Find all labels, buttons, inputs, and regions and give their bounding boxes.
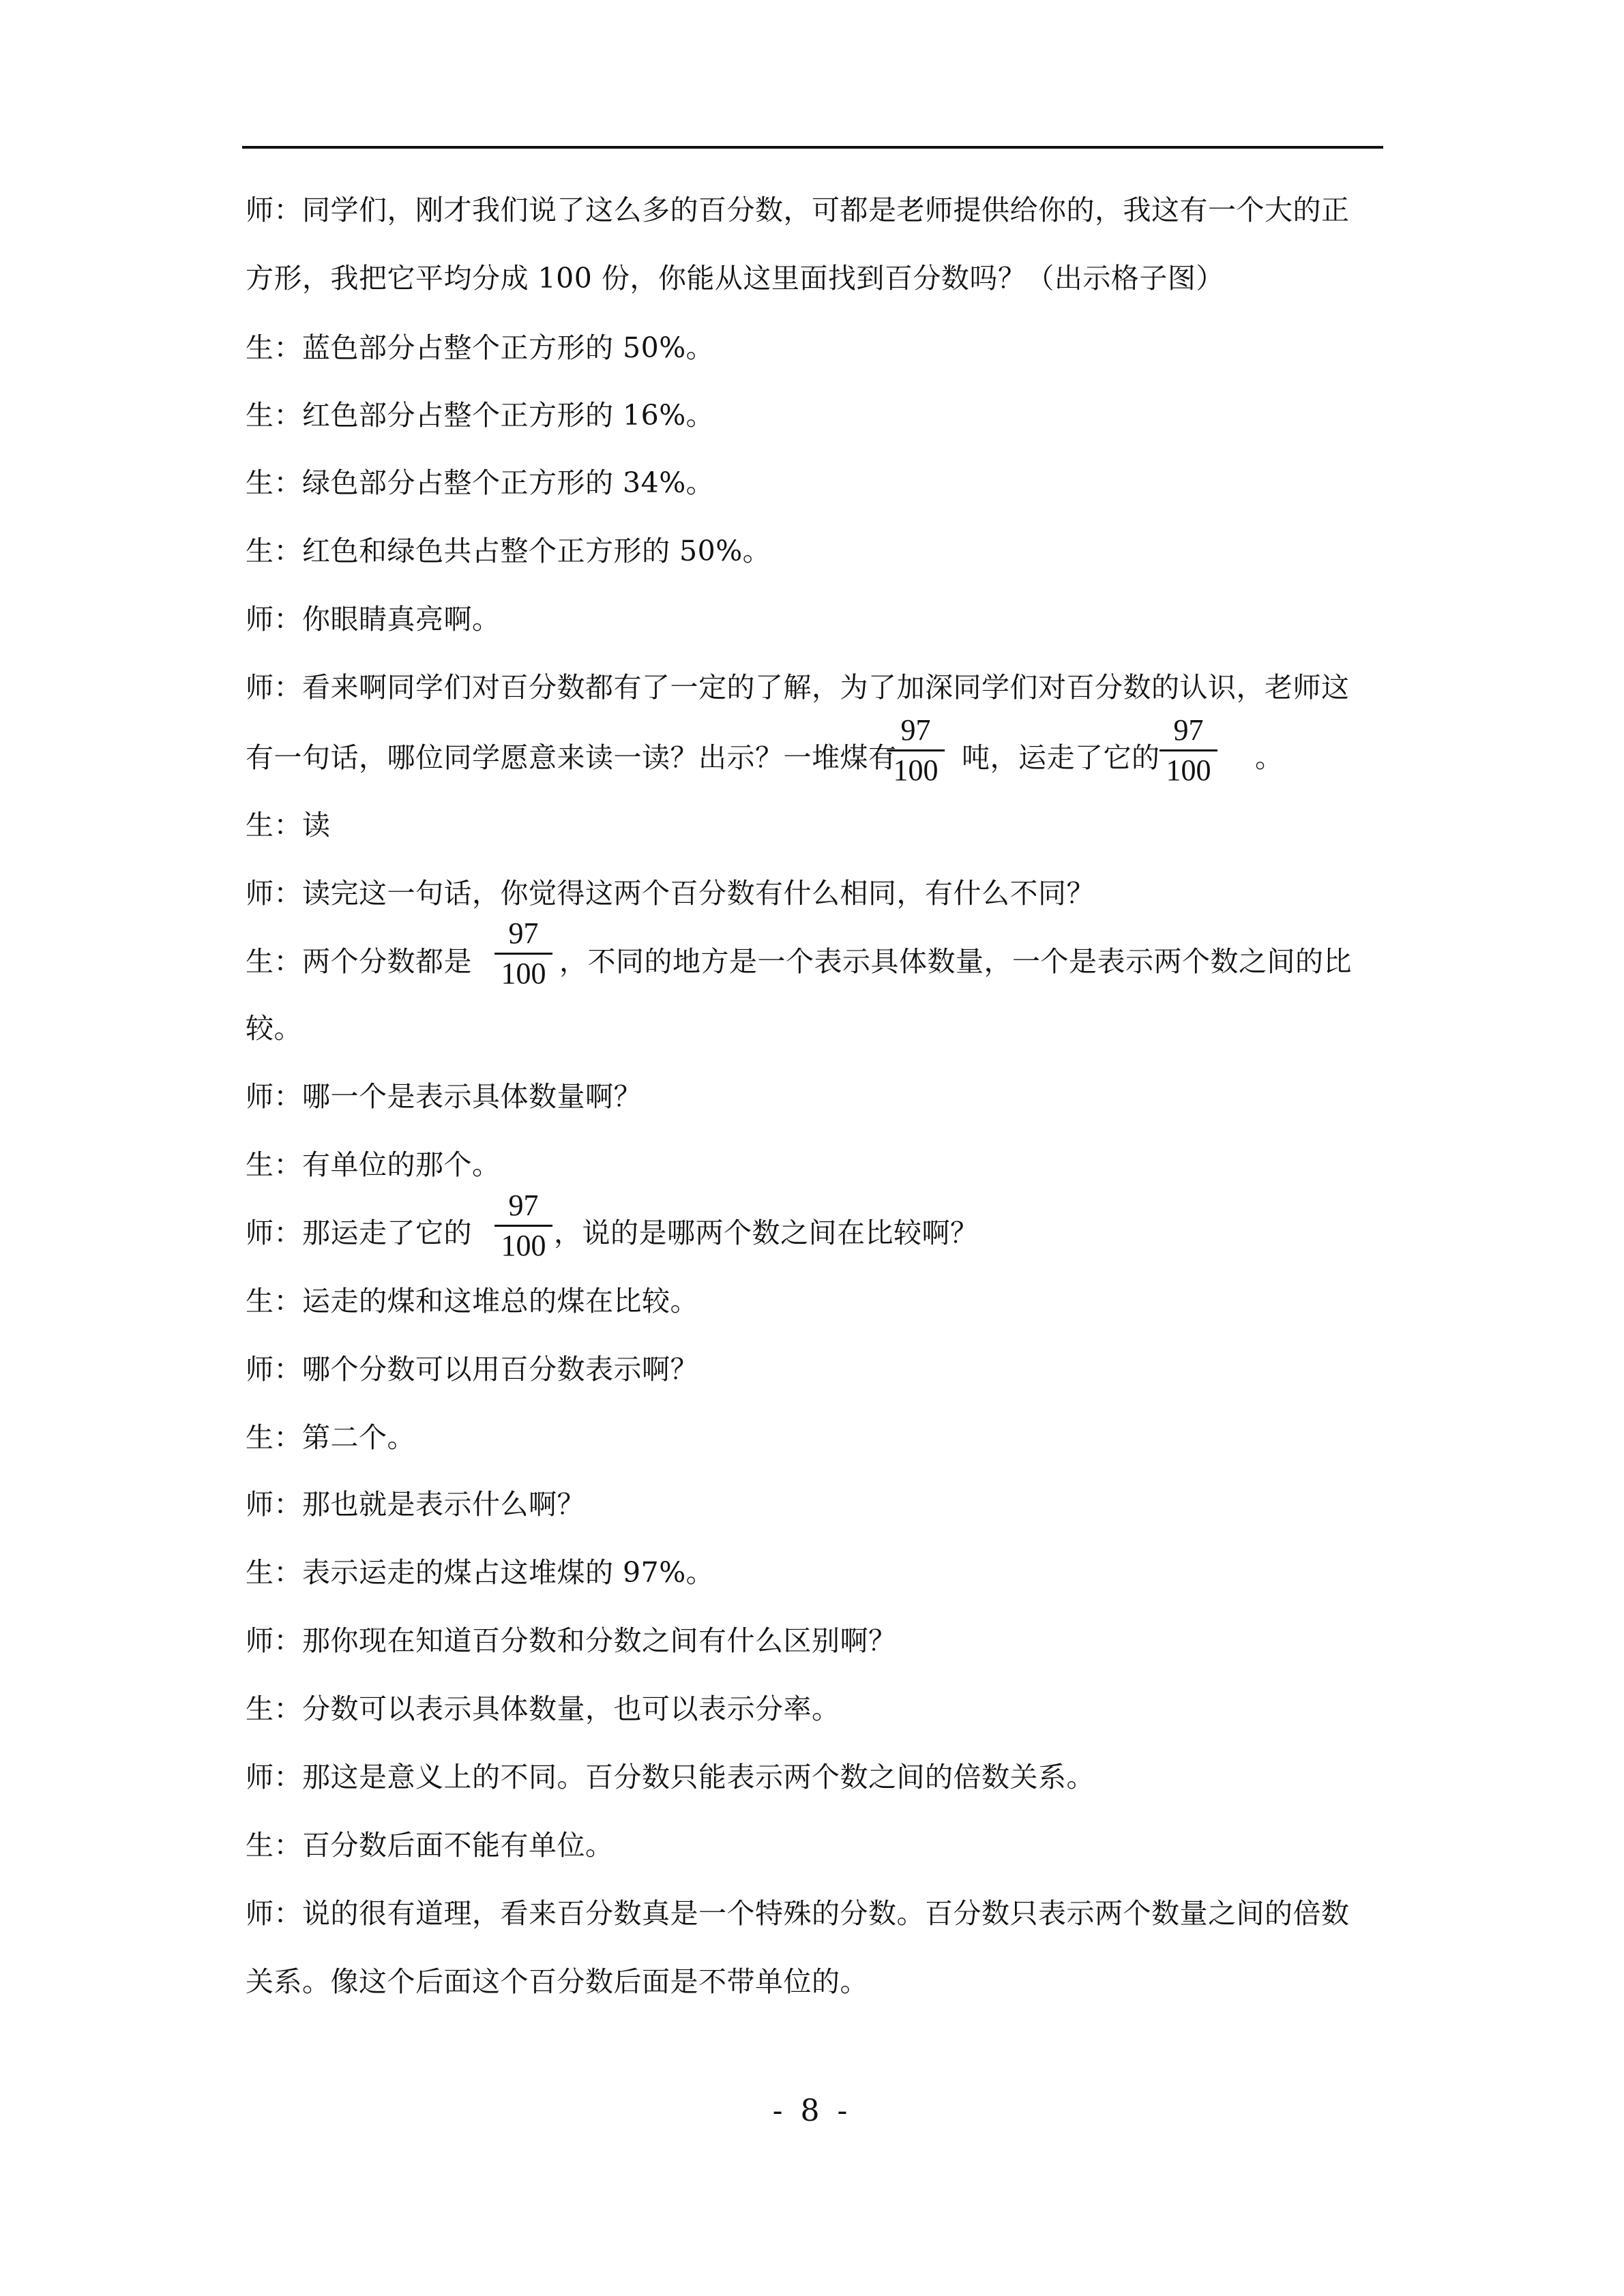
fraction-numerator: 97 bbox=[900, 713, 931, 747]
paragraph-line: 师：哪一个是表示具体数量啊？ bbox=[246, 1080, 642, 1113]
paragraph-line: 方形，我把它平均分成 100 份，你能从这里面找到百分数吗？（出示格子图） bbox=[246, 262, 1224, 295]
paragraph-line: 吨，运走了它的 bbox=[962, 741, 1160, 774]
paragraph-line: 师：同学们，刚才我们说了这么多的百分数，可都是老师提供给你的，我这有一个大的正 bbox=[246, 194, 1350, 226]
paragraph-line: 师：哪个分数可以用百分数表示啊？ bbox=[246, 1353, 698, 1386]
paragraph-line: 生：百分数后面不能有单位。 bbox=[246, 1829, 614, 1862]
page-number: - 8 - bbox=[772, 2093, 852, 2128]
fraction-97-100 bbox=[887, 713, 945, 788]
paragraph-line: 师：你眼睛真亮啊。 bbox=[246, 603, 501, 636]
fraction-bar bbox=[887, 749, 945, 751]
paragraph-line: 生：红色部分占整个正方形的 16%。 bbox=[246, 399, 715, 432]
paragraph-line: 师：那也就是表示什么啊？ bbox=[246, 1488, 585, 1521]
paragraph-line: 生：运走的煤和这堆总的煤在比较。 bbox=[246, 1285, 698, 1317]
fraction-numerator: 97 bbox=[1173, 713, 1204, 747]
paragraph-line: 生：两个分数都是 bbox=[246, 945, 472, 978]
fraction-denominator: 100 bbox=[501, 957, 546, 990]
header-rule bbox=[242, 146, 1383, 149]
fraction-numerator: 97 bbox=[508, 916, 539, 950]
paragraph-line: 有一句话，哪位同学愿意来读一读？出示？一堆煤有 bbox=[246, 741, 897, 774]
paragraph-line: 生：表示运走的煤占这堆煤的 97%。 bbox=[246, 1556, 715, 1589]
paragraph-line: 生：有单位的那个。 bbox=[246, 1148, 501, 1181]
paragraph-line: 师：看来啊同学们对百分数都有了一定的了解，为了加深同学们对百分数的认识，老师这 bbox=[246, 671, 1350, 704]
fraction-bar bbox=[494, 953, 552, 955]
paragraph-line: 生：读 bbox=[246, 809, 331, 841]
fraction-bar bbox=[494, 1225, 552, 1227]
fraction-numerator: 97 bbox=[508, 1189, 539, 1222]
fraction-97-100 bbox=[494, 916, 552, 992]
paragraph-line: 生：红色和绿色共占整个正方形的 50%。 bbox=[246, 535, 771, 567]
fraction-bar bbox=[1160, 749, 1217, 751]
paragraph-line: 生：蓝色部分占整个正方形的 50%。 bbox=[246, 331, 715, 364]
fraction-97-100 bbox=[1160, 713, 1217, 788]
paragraph-line: 生：绿色部分占整个正方形的 34%。 bbox=[246, 466, 715, 499]
paragraph-line: 。 bbox=[1255, 741, 1284, 774]
paragraph-line: 师：读完这一句话，你觉得这两个百分数有什么相同，有什么不同？ bbox=[246, 877, 1095, 910]
paragraph-line: 生：分数可以表示具体数量，也可以表示分率。 bbox=[246, 1693, 840, 1725]
paragraph-line: 较。 bbox=[246, 1012, 302, 1045]
paragraph-line: ，说的是哪两个数之间在比较啊？ bbox=[554, 1217, 979, 1249]
paragraph-line: 师：那你现在知道百分数和分数之间有什么区别啊？ bbox=[246, 1624, 897, 1657]
paragraph-line: 师：那这是意义上的不同。百分数只能表示两个数之间的倍数关系。 bbox=[246, 1761, 1095, 1793]
fraction-denominator: 100 bbox=[501, 1229, 546, 1262]
paragraph-line: ，不同的地方是一个表示具体数量，一个是表示两个数之间的比 bbox=[559, 945, 1352, 978]
fraction-denominator: 100 bbox=[893, 754, 939, 787]
fraction-97-100 bbox=[494, 1188, 552, 1264]
paragraph-line: 生：第二个。 bbox=[246, 1421, 415, 1454]
paragraph-line: 师：说的很有道理，看来百分数真是一个特殊的分数。百分数只表示两个数量之间的倍数 bbox=[246, 1897, 1350, 1930]
paragraph-line: 关系。像这个后面这个百分数后面是不带单位的。 bbox=[246, 1965, 868, 1998]
paragraph-line: 师：那运走了它的 bbox=[246, 1217, 472, 1249]
fraction-denominator: 100 bbox=[1166, 754, 1211, 787]
